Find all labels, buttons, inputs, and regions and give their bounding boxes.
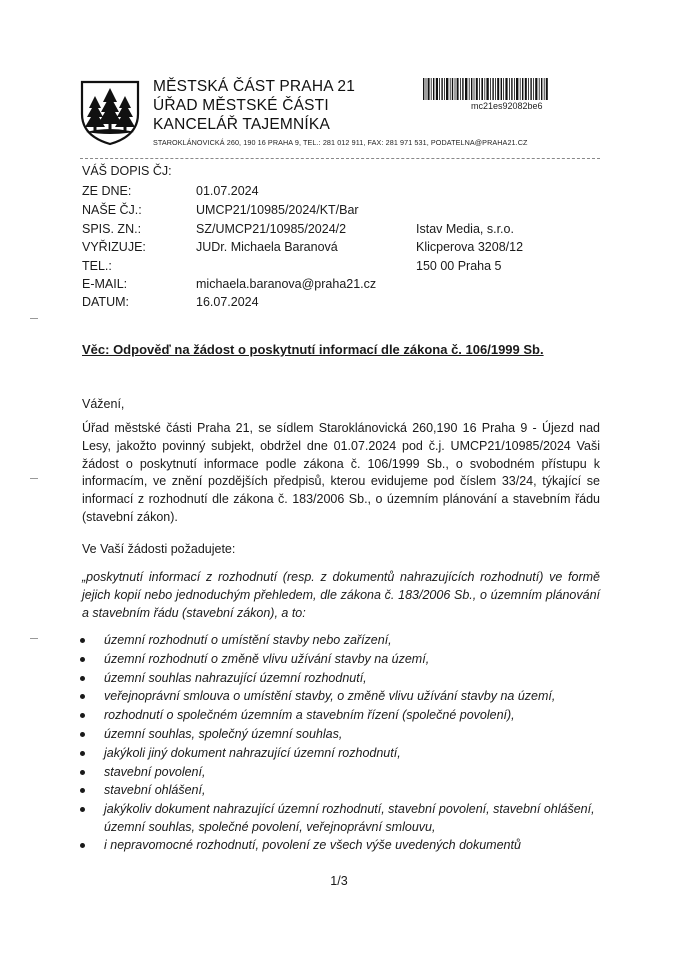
- tel-label: TEL.:: [82, 259, 112, 273]
- bullet-icon: [80, 788, 85, 793]
- list-item: rozhodnutí o společném územním a stavebním řízení (společné povolení),: [80, 707, 600, 725]
- bullet-icon: [80, 713, 85, 718]
- org-name-line2: ÚŘAD MĚSTSKÉ ČÁSTI: [153, 97, 329, 114]
- bullet-icon: [80, 843, 85, 848]
- paragraph-intro: Úřad městské části Praha 21, se sídlem Staroklánovická 260,190 16 Praha 9 - Újezd nad Lesy, jakožto povinný subjekt, obdržel dne 01.07.2024 pod č.j. UMCP21/10985/2024 Vaši žádost o poskytnutí informace podle zákona č. 106/1999 Sb., o svobodném přístupu k informacím, ve znění pozdějších předpisů, kterou evidujeme pod číslem 33/24, týkající se informací z rozhodnutí dle zákona č. 183/2006 Sb., o územním plánování a stavebním řádu (stavební zákon).: [82, 421, 600, 524]
- datum-label: DATUM:: [82, 295, 129, 309]
- bullet-icon: [80, 770, 85, 775]
- list-item: stavební povolení,: [80, 764, 600, 782]
- bullet-icon: [80, 807, 85, 812]
- header-divider: [80, 158, 600, 159]
- org-name-line1: MĚSTSKÁ ČÁST PRAHA 21: [153, 78, 356, 95]
- vas-dopis-label: VÁŠ DOPIS ČJ:: [82, 164, 172, 178]
- bullet-icon: [80, 676, 85, 681]
- list-item: i nepravomocné rozhodnutí, povolení ze všech výše uvedených dokumentů: [80, 837, 600, 855]
- list-item: stavební ohlášení,: [80, 782, 600, 800]
- request-quote: „poskytnutí informací z rozhodnutí (resp. z dokumentů nahrazujících rozhodnutí) ve formě jejich kopií nebo jednoduchým přehledem, dle zákona č. 183/2006 Sb., o územním plánování a stavebním řádu (stavební zákon), a to:: [82, 570, 600, 620]
- fold-mark: [30, 638, 38, 639]
- bullet-icon: [80, 657, 85, 662]
- barcode-text: mc21es92082be6: [471, 101, 543, 111]
- bullet-icon: [80, 638, 85, 643]
- list-item: územní souhlas, společný územní souhlas,: [80, 726, 600, 744]
- email-label: E-MAIL:: [82, 277, 128, 291]
- recipient-city: 150 00 Praha 5: [416, 259, 502, 273]
- request-lead-in: Ve Vaší žádosti požadujete:: [82, 542, 236, 556]
- spis-zn-label: SPIS. ZN.:: [82, 222, 142, 236]
- requested-items-list: [80, 632, 600, 856]
- vyrizuje-value: JUDr. Michaela Baranová: [196, 240, 338, 254]
- barcode-icon: [423, 78, 549, 100]
- salutation: Vážení,: [82, 397, 125, 411]
- list-item: jakýkoliv dokument nahrazující územní rozhodnutí, stavební povolení, stavební ohlášení, územní souhlas, společné povolení, veřejnoprávní smlouvu,: [80, 801, 600, 836]
- org-address: STAROKLÁNOVICKÁ 260, 190 16 PRAHA 9, TEL.: 281 012 911, FAX: 281 971 531, PODATELNA@PRAHA21.CZ: [153, 138, 528, 147]
- three-fir-trees-coat-of-arms-icon: [80, 80, 140, 146]
- recipient-street: Klicperova 3208/12: [416, 240, 524, 254]
- fold-mark: [30, 318, 38, 319]
- vyrizuje-label: VYŘIZUJE:: [82, 240, 146, 254]
- bullet-icon: [80, 751, 85, 756]
- page-number: 1/3: [330, 874, 348, 888]
- recipient-name: Istav Media, s.r.o.: [416, 222, 514, 236]
- bullet-icon: [80, 732, 85, 737]
- nase-cj-label: NAŠE ČJ.:: [82, 203, 142, 217]
- email-value: michaela.baranova@praha21.cz: [196, 277, 377, 291]
- list-item: veřejnoprávní smlouva o umístění stavby, o změně vlivu užívání stavby na území,: [80, 688, 600, 706]
- ze-dne-value: 01.07.2024: [196, 184, 259, 198]
- fold-mark: [30, 478, 38, 479]
- datum-value: 16.07.2024: [196, 295, 259, 309]
- bullet-icon: [80, 694, 85, 699]
- letter-subject: Věc: Odpověď na žádost o poskytnutí informací dle zákona č. 106/1999 Sb.: [82, 342, 544, 357]
- ze-dne-label: ZE DNE:: [82, 184, 132, 198]
- list-item: územní rozhodnutí o změně vlivu užívání stavby na území,: [80, 651, 600, 669]
- list-item: územní rozhodnutí o umístění stavby nebo zařízení,: [80, 632, 600, 650]
- nase-cj-value: UMCP21/10985/2024/KT/Bar: [196, 203, 359, 217]
- list-item: územní souhlas nahrazující územní rozhodnutí,: [80, 670, 600, 688]
- org-name-line3: KANCELÁŘ TAJEMNÍKA: [153, 116, 331, 133]
- spis-zn-value: SZ/UMCP21/10985/2024/2: [196, 222, 347, 236]
- list-item: jakýkoli jiný dokument nahrazující územní rozhodnutí,: [80, 745, 600, 763]
